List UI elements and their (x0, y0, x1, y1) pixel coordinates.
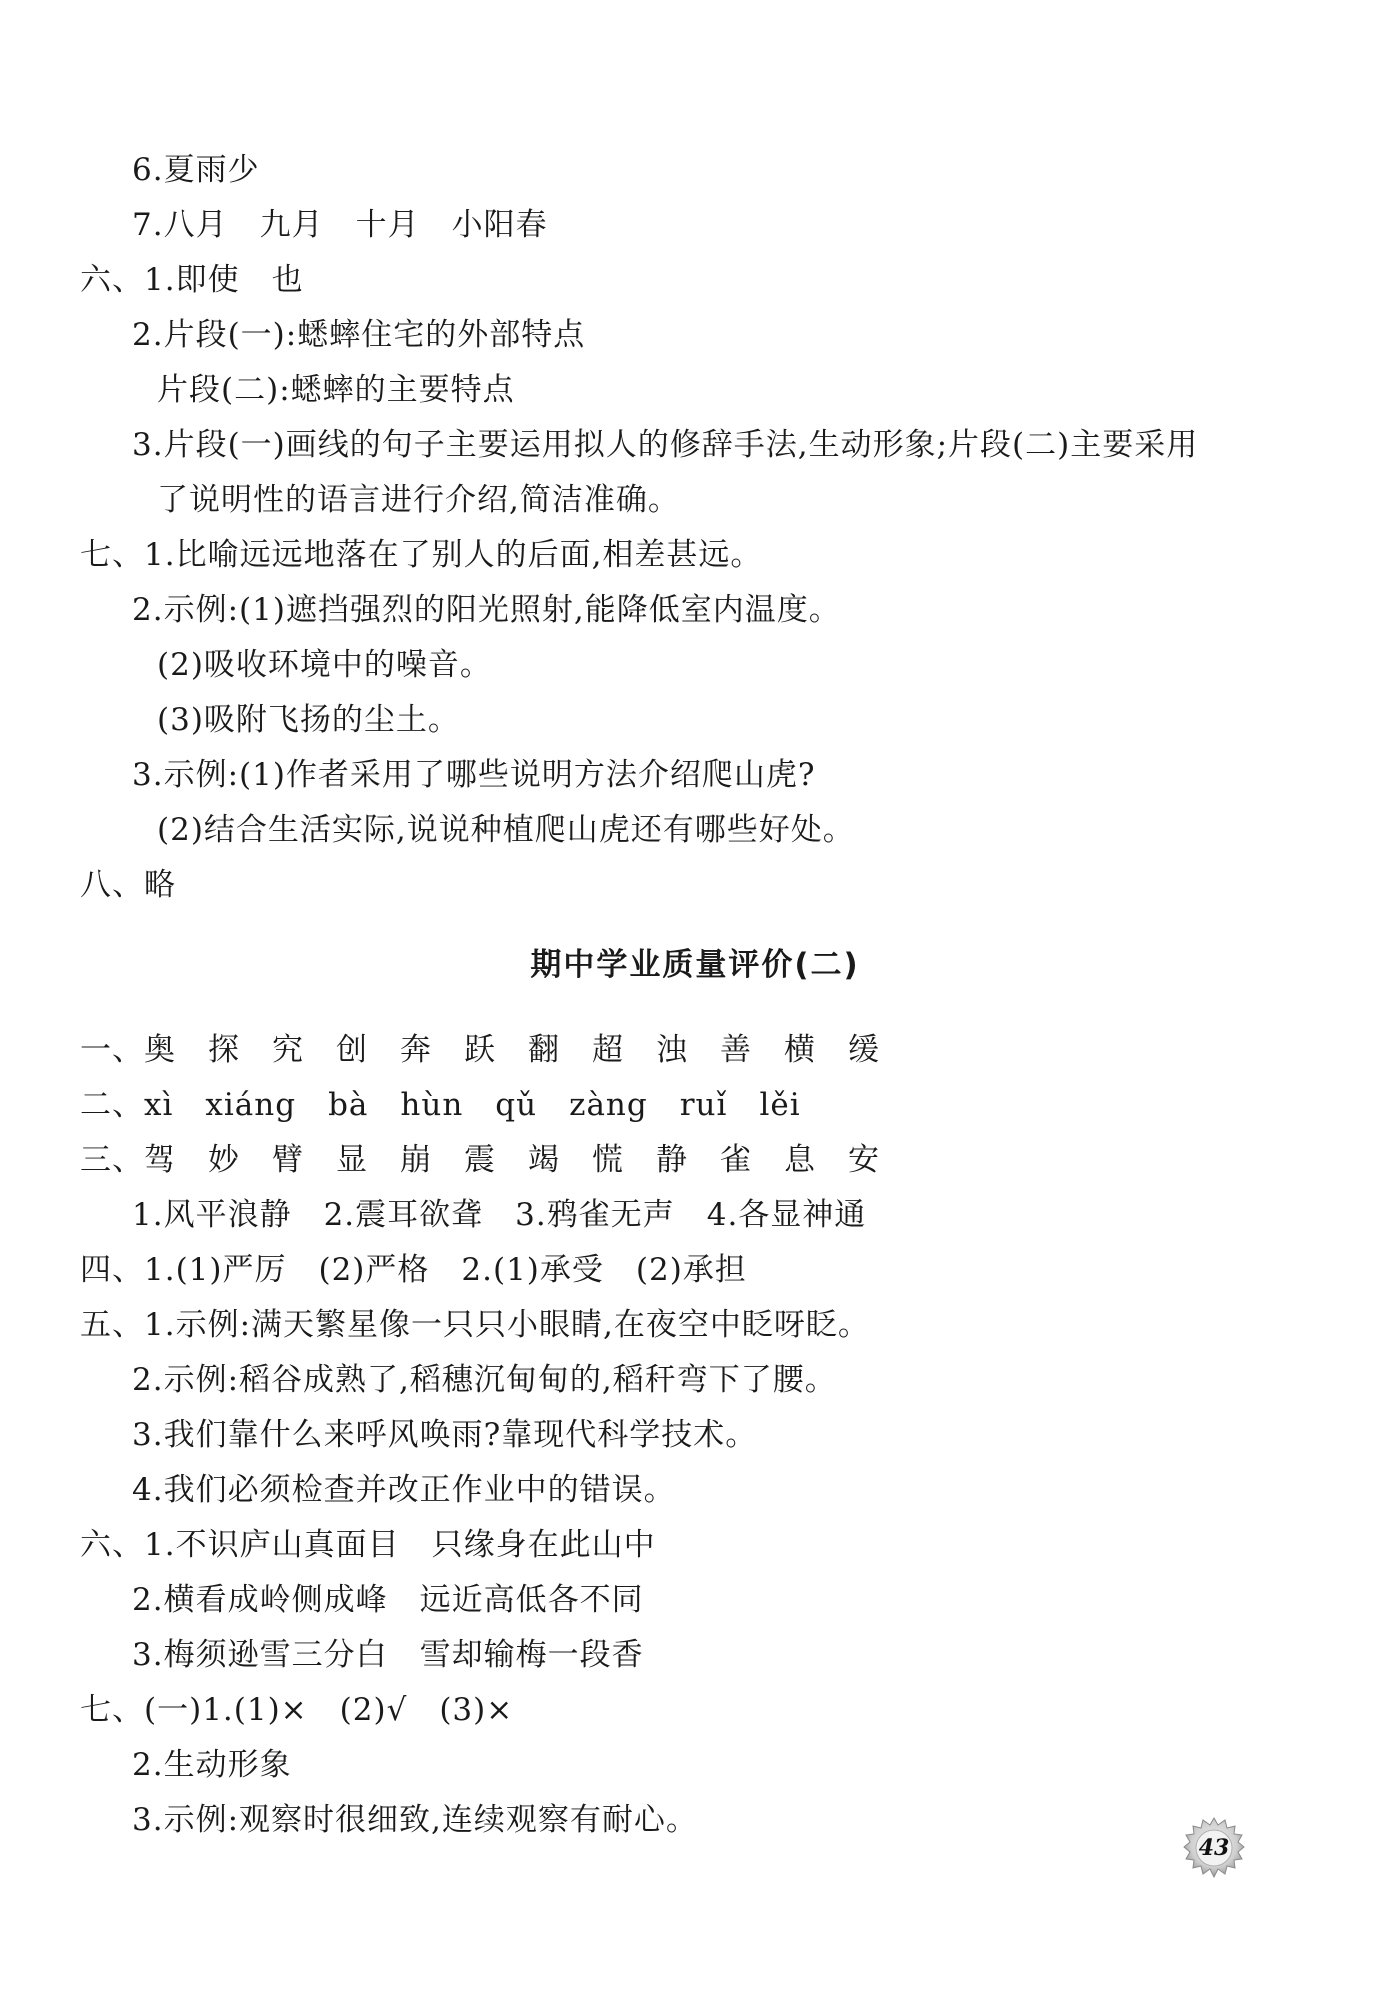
answer-line: 七、(一)1.(1)× (2)√ (3)× (80, 1692, 514, 1728)
page-number: 43 (1198, 1835, 1230, 1861)
answer-line: 七、1.比喻远远地落在了别人的后面,相差甚远。 (80, 537, 763, 573)
page-number-badge (1181, 1815, 1247, 1881)
answer-line: 四、1.(1)严厉 (2)严格 2.(1)承受 (2)承担 (80, 1252, 747, 1288)
answer-line: 4.我们必须检查并改正作业中的错误。 (132, 1472, 676, 1508)
answer-line: 7.八月 九月 十月 小阳春 (132, 207, 548, 243)
answer-line: 六、1.不识庐山真面目 只缘身在此山中 (80, 1527, 656, 1563)
answer-line: 六、1.即使 也 (80, 262, 304, 298)
answer-line: 3.梅须逊雪三分白 雪却输梅一段香 (132, 1637, 644, 1673)
answer-line: 五、1.示例:满天繁星像一只只小眼睛,在夜空中眨呀眨。 (80, 1307, 870, 1343)
answer-line: 6.夏雨少 (132, 152, 260, 188)
answer-line: 3.我们靠什么来呼风唤雨?靠现代科学技术。 (132, 1417, 758, 1453)
answer-line: 2.横看成岭侧成峰 远近高低各不同 (132, 1582, 644, 1618)
answer-line: 2.示例:稻谷成熟了,稻穗沉甸甸的,稻秆弯下了腰。 (132, 1362, 837, 1398)
answer-line: (2)吸收环境中的噪音。 (157, 647, 492, 683)
answer-line: 片段(二):蟋蟀的主要特点 (157, 372, 515, 408)
answer-line: 了说明性的语言进行介绍,简洁准确。 (157, 482, 680, 518)
answer-line: 一、奥 探 究 创 奔 跃 翻 超 浊 善 横 缓 (80, 1032, 880, 1068)
answer-line: 2.生动形象 (132, 1747, 292, 1783)
answer-line: 3.片段(一)画线的句子主要运用拟人的修辞手法,生动形象;片段(二)主要采用 (132, 427, 1199, 463)
answer-line: (2)结合生活实际,说说种植爬山虎还有哪些好处。 (157, 812, 855, 848)
answer-line: 八、略 (80, 867, 176, 903)
answer-line: 2.示例:(1)遮挡强烈的阳光照射,能降低室内温度。 (132, 592, 841, 628)
answer-line: 2.片段(一):蟋蟀住宅的外部特点 (132, 317, 586, 353)
section-title: 期中学业质量评价(二) (530, 947, 860, 983)
answer-line: 3.示例:(1)作者采用了哪些说明方法介绍爬山虎? (132, 757, 816, 793)
answer-line: (3)吸附飞扬的尘土。 (157, 702, 460, 738)
answer-line: 1.风平浪静 2.震耳欲聋 3.鸦雀无声 4.各显神通 (132, 1197, 867, 1233)
answer-line: 二、xì xiáng bà hùn qǔ zàng ruǐ lěi (80, 1087, 801, 1123)
answer-line: 三、驾 妙 臂 显 崩 震 竭 慌 静 雀 息 安 (80, 1142, 880, 1178)
answer-line: 3.示例:观察时很细致,连续观察有耐心。 (132, 1802, 698, 1838)
